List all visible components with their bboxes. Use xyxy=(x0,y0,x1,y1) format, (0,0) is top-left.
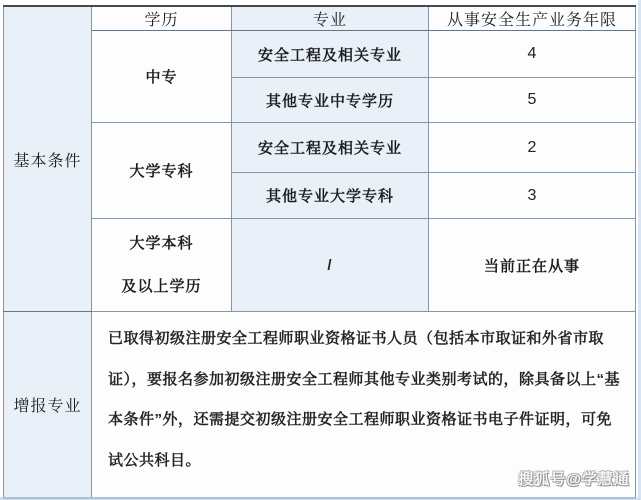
cell-years-3: 3 xyxy=(429,173,636,219)
row-group-label-basic-conditions: 基本条件 xyxy=(4,6,92,312)
cell-education-technical-secondary: 中专 xyxy=(92,31,232,123)
sohu-watermark: 搜狐号@学慧通 xyxy=(518,471,630,488)
column-header-years: 从事安全生产业务年限 xyxy=(429,6,636,31)
cell-education-bachelor-and-above xyxy=(92,219,232,312)
cell-major-other-junior-college: 其他专业大学专科 xyxy=(232,173,429,219)
cell-education-bachelor-line2: 及以上学历 xyxy=(121,278,202,295)
cell-major-safety-engineering-2: 安全工程及相关专业 xyxy=(232,123,429,173)
cell-education-bachelor-line1: 大学本科 xyxy=(129,234,194,252)
cell-years-currently-engaged: 当前正在从事 xyxy=(429,219,636,312)
row-group-label-additional-major: 增报专业 xyxy=(4,312,92,498)
cell-major-slash: / xyxy=(232,219,429,312)
requirements-table xyxy=(3,5,636,499)
cell-additional-major-description: 已取得初级注册安全工程师职业资格证书人员（包括本市取证和外省市取证），要报名参加初级注册安全工程师其他专业类别考试的，除具备以上“基本条件”外，还需提交初级注册安全工程师职业资格证书电子件证明，可免试公共科目。 xyxy=(92,312,636,498)
cell-major-safety-engineering-1: 安全工程及相关专业 xyxy=(232,31,429,78)
column-header-education: 学历 xyxy=(92,6,232,31)
column-header-major: 专业 xyxy=(232,6,429,31)
cell-years-2: 2 xyxy=(429,123,636,173)
cell-years-4: 4 xyxy=(429,31,636,78)
cell-major-other-secondary: 其他专业中专学历 xyxy=(232,78,429,123)
cell-education-junior-college: 大学专科 xyxy=(92,123,232,219)
cell-years-5: 5 xyxy=(429,78,636,123)
